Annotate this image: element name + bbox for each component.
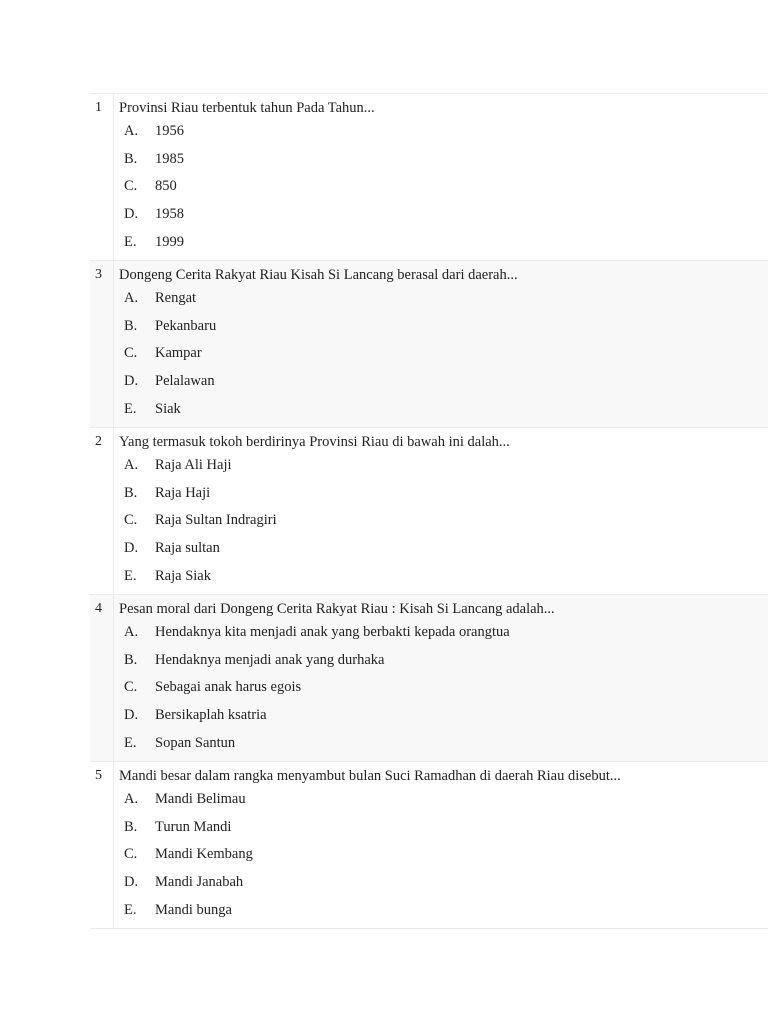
option-letter: C.: [124, 679, 138, 696]
option-text: 1999: [155, 233, 184, 250]
option-text: 1956: [155, 123, 184, 140]
option-letter: B.: [124, 651, 138, 668]
option-letter: A.: [124, 791, 139, 808]
option-text: Sebagai anak harus egois: [155, 679, 302, 696]
question-body: [114, 94, 768, 260]
answer-option[interactable]: [119, 480, 768, 508]
option-text: Mandi Belimau: [155, 791, 246, 808]
option-text: Hendaknya menjadi anak yang durhaka: [155, 651, 385, 668]
option-letter: B.: [124, 484, 138, 501]
answer-option[interactable]: [119, 173, 768, 201]
option-text: Sopan Santun: [155, 734, 236, 751]
option-text: Raja Ali Haji: [155, 457, 232, 474]
option-text: Mandi bunga: [155, 901, 232, 918]
question-row: [90, 595, 768, 762]
answer-option[interactable]: [119, 395, 768, 423]
answer-option[interactable]: [119, 896, 768, 924]
answer-option[interactable]: [119, 786, 768, 814]
option-text: Raja Sultan Indragiri: [155, 512, 277, 529]
option-text: Bersikaplah ksatria: [155, 706, 267, 723]
answer-options: [119, 452, 768, 590]
option-text: Raja sultan: [155, 540, 220, 557]
answer-options: [119, 285, 768, 423]
answer-option[interactable]: [119, 313, 768, 341]
option-text: 850: [155, 178, 177, 195]
question-text: Provinsi Riau terbentuk tahun Pada Tahun...: [119, 100, 375, 116]
answer-option[interactable]: [119, 507, 768, 535]
answer-option[interactable]: [119, 340, 768, 368]
option-text: Turun Mandi: [155, 818, 232, 835]
question-row: [90, 261, 768, 428]
question-row: [90, 428, 768, 595]
question-body: [114, 595, 768, 761]
question-body: [114, 428, 768, 594]
option-letter: E.: [124, 901, 137, 918]
question-text: Mandi besar dalam rangka menyambut bulan Suci Ramadhan di daerah Riau disebut...: [119, 767, 621, 784]
answer-option[interactable]: [119, 228, 768, 256]
option-text: 1985: [155, 150, 184, 167]
question-number: 5: [90, 762, 114, 928]
answer-option[interactable]: [119, 702, 768, 730]
answer-option[interactable]: [119, 674, 768, 702]
option-text: 1958: [155, 206, 184, 223]
answer-option[interactable]: [119, 368, 768, 396]
answer-option[interactable]: [119, 619, 768, 647]
option-letter: A.: [124, 123, 139, 140]
question-body: [114, 762, 768, 928]
question-row: [90, 762, 768, 929]
question-text: Yang termasuk tokoh berdirinya Provinsi Riau di bawah ini dalah...: [119, 433, 510, 450]
question-body: [114, 261, 768, 427]
option-letter: E.: [124, 734, 137, 751]
answer-option[interactable]: [119, 813, 768, 841]
question-row: [90, 94, 768, 261]
answer-option[interactable]: [119, 201, 768, 229]
answer-options: [119, 619, 768, 757]
answer-option[interactable]: [119, 452, 768, 480]
answer-option[interactable]: [119, 647, 768, 675]
option-letter: D.: [124, 706, 139, 723]
option-text: Raja Siak: [155, 567, 211, 584]
question-number: 2: [90, 428, 114, 594]
option-text: Mandi Kembang: [155, 846, 253, 863]
option-text: Rengat: [155, 290, 197, 307]
answer-option[interactable]: [119, 146, 768, 174]
option-letter: B.: [124, 150, 138, 167]
option-text: Hendaknya kita menjadi anak yang berbakti kepada orangtua: [155, 624, 510, 641]
option-letter: D.: [124, 540, 139, 557]
option-letter: A.: [124, 457, 139, 474]
answer-option[interactable]: [119, 869, 768, 897]
option-letter: C.: [124, 846, 138, 863]
option-letter: B.: [124, 317, 138, 334]
quiz-table: [90, 93, 768, 929]
answer-option[interactable]: [119, 535, 768, 563]
option-letter: D.: [124, 373, 139, 390]
option-letter: A.: [124, 290, 139, 307]
option-text: Siak: [155, 400, 181, 417]
answer-option[interactable]: [119, 729, 768, 757]
option-letter: D.: [124, 206, 139, 223]
option-text: Pekanbaru: [155, 317, 217, 334]
option-letter: C.: [124, 178, 138, 195]
option-letter: A.: [124, 624, 139, 641]
answer-option[interactable]: [119, 841, 768, 869]
answer-option[interactable]: [119, 118, 768, 146]
question-number: 4: [90, 595, 114, 761]
answer-options: [119, 786, 768, 924]
option-letter: D.: [124, 873, 139, 890]
option-letter: E.: [124, 233, 137, 250]
question-text: Pesan moral dari Dongeng Cerita Rakyat Riau : Kisah Si Lancang adalah...: [119, 600, 555, 617]
question-number: 3: [90, 261, 114, 427]
option-letter: C.: [124, 512, 138, 529]
answer-options: [119, 118, 768, 256]
question-text: Dongeng Cerita Rakyat Riau Kisah Si Lancang berasal dari daerah...: [119, 266, 518, 283]
option-letter: E.: [124, 400, 137, 417]
option-text: Pelalawan: [155, 373, 215, 390]
option-letter: E.: [124, 567, 137, 584]
option-text: Kampar: [155, 345, 202, 362]
answer-option[interactable]: [119, 285, 768, 313]
option-text: Raja Haji: [155, 484, 211, 501]
option-letter: B.: [124, 818, 138, 835]
option-letter: C.: [124, 345, 138, 362]
question-number: 1: [90, 94, 114, 260]
option-text: Mandi Janabah: [155, 873, 244, 890]
answer-option[interactable]: [119, 562, 768, 590]
